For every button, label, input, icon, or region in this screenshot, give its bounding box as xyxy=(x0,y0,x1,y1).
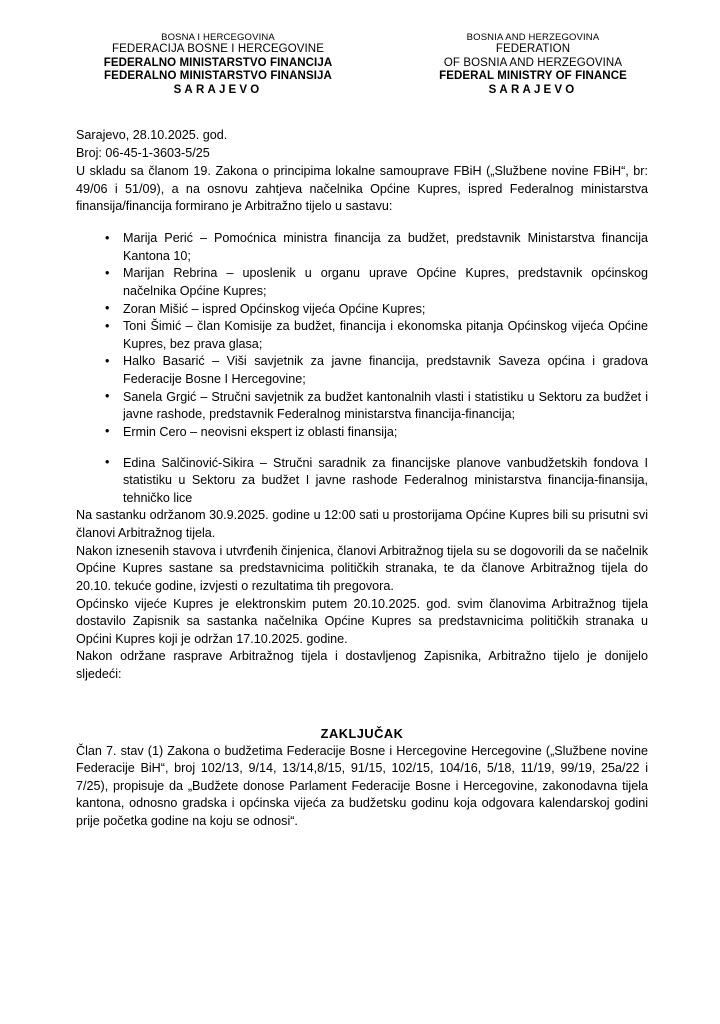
arbitration-members-list xyxy=(76,230,648,507)
conclusion-body-paragraph: Član 7. stav (1) Zakona o budžetima Federacije Bosne i Hercegovine Hercegovine („Službene novine Federacije BiH“, broj 102/13, 9/14, 13/14,8/15, 91/15, 102/15, 104/16, 5/18, 11/19, 99/19, 25a/22 i 7/25), propisuje da „Budžete donose Parlament Federacije Bosne i Hercegovine, zakonodavna tijela kantona, odnosno gradska i općinska vijeća za budžetsku godinu koja odgovara kalendarskoj godini prije početka godine na koju se odnosi“. xyxy=(76,743,648,829)
conclusion-heading: ZAKLJUČAK xyxy=(320,725,404,741)
list-item: • Marija Perić – Pomoćnica ministra financija za budžet, predstavnik Ministarstva financija Kantona 10; xyxy=(105,230,648,265)
document-meta xyxy=(76,127,648,163)
meeting-paragraph: Na sastanku održanom 30.9.2025. godine u 12:00 sati u prostorijama Općine Kupres bili su prisutni svi članovi Arbitražnog tijela. xyxy=(76,508,648,541)
letterhead-bosnian-line3: FEDERALNO MINISTARSTVO FINANCIJA xyxy=(103,56,333,69)
letterhead-english-line4: FEDERAL MINISTRY OF FINANCE xyxy=(439,70,627,83)
letterhead-bosnian xyxy=(68,32,368,97)
place-and-date: Sarajevo, 28.10.2025. god. xyxy=(76,128,228,143)
letterhead-bosnian-line2: FEDERACIJA BOSNE I HERCEGOVINE xyxy=(112,43,324,56)
letterhead-english-line1: BOSNIA AND HERZEGOVINA xyxy=(466,32,600,43)
letterhead xyxy=(0,0,720,97)
agreement-paragraph: Nakon iznesenih stavova i utvrđenih činjenica, članovi Arbitražnog tijela su se dogovorili da se načelnik Općine Kupres sastane sa predstavnicima političkih stranaka, te da članove Arbitražnog tijela do 20.10. tekuće godine, izvjesti o rezultatima tih pregovora. xyxy=(76,543,648,593)
list-item: • Halko Basarić – Viši savjetnik za javne financija, predstavnik Saveza općina i gradova Federacije Bosne I Hercegovine; xyxy=(105,353,648,388)
reference-number: Broj: 06-45-1-3603-5/25 xyxy=(76,146,210,161)
decision-lead-paragraph: Nakon održane rasprave Arbitražnog tijela i dostavljenog Zapisnika, Arbitražno tijelo je donijelo sljedeći: xyxy=(76,649,648,682)
letterhead-bosnian-city: SARAJEVO xyxy=(173,83,263,96)
letterhead-english xyxy=(408,32,658,97)
document-content xyxy=(0,127,720,830)
letterhead-english-city: SARAJEVO xyxy=(488,83,578,96)
letterhead-bosnian-line4: FEDERALNO MINISTARSTVO FINANSIJA xyxy=(104,70,332,83)
list-item: • Marijan Rebrina – uposlenik u organu uprave Općine Kupres, predstavnik općinskog načelnika Općine Kupres; xyxy=(105,265,648,300)
list-item: • Edina Salčinović-Sikira – Stručni saradnik za financijske planove vanbudžetskih fondova I statistiku u Sektoru za budžet I javne rashode Federalnog ministarstva financija-finansija, tehničko lice xyxy=(105,455,648,508)
list-item: • Sanela Grgić – Stručni savjetnik za budžet kantonalnih vlasti i statistiku u Sektoru za budžet i javne rashode, predstavnik Federalnog ministarstva financija-financija; xyxy=(105,389,648,424)
intro-paragraph: U skladu sa članom 19. Zakona o principima lokalne samouprave FBiH („Službene novine FBiH“, br: 49/06 i 51/09), a na osnovu zahtjeva načelnika Općine Kupres, ispred Federalnog ministarstva finansija/financija formirano je Arbitražno tijelo u sastavu: xyxy=(76,164,648,214)
list-item: • Toni Šimić – član Komisije za budžet, financija i ekonomska pitanja Općinskog vijeća Općine Kupres, bez prava glasa; xyxy=(105,318,648,353)
minutes-paragraph: Općinsko vijeće Kupres je elektronskim putem 20.10.2025. god. svim članovima Arbitražnog tijela dostavilo Zapisnik sa sastanka načelnika Općine Kupres sa predstavnicima političkih stranaka u Općini Kupres koji je održan 17.10.2025. godine. xyxy=(76,596,648,646)
letterhead-english-line3: OF BOSNIA AND HERZEGOVINA xyxy=(443,56,623,69)
list-item: • Zoran Mišić – ispred Općinskog vijeća Općine Kupres; xyxy=(105,301,648,319)
letterhead-english-line2: FEDERATION xyxy=(495,43,571,56)
list-item: • Ermin Cero – neovisni ekspert iz oblasti finansija; xyxy=(105,424,648,442)
letterhead-bosnian-line1: BOSNA I HERCEGOVINA xyxy=(161,32,275,43)
